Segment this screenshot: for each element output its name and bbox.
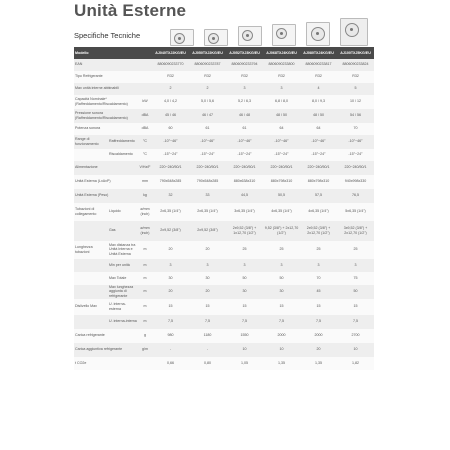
table-cell: 4x6,35 (1/4") bbox=[300, 203, 337, 221]
row-unit: kg bbox=[138, 189, 152, 203]
table-row bbox=[74, 71, 374, 83]
model-header: AJ100TXJ5KG/EU bbox=[337, 47, 374, 59]
row-unit: g bbox=[138, 329, 152, 343]
row-unit: mm bbox=[138, 175, 152, 189]
table-cell: 15 bbox=[189, 299, 226, 315]
row-label bbox=[74, 285, 108, 299]
table-cell: 3 bbox=[226, 83, 263, 95]
table-cell: 3 bbox=[300, 259, 337, 272]
table-cell: 8806090233817 bbox=[300, 59, 337, 71]
outdoor-unit-image bbox=[170, 29, 194, 46]
table-cell: 61 bbox=[189, 123, 226, 135]
row-unit bbox=[138, 83, 152, 95]
table-cell: 2 bbox=[189, 83, 226, 95]
table-cell: 64 bbox=[263, 123, 300, 135]
row-unit: V/Hz/F bbox=[138, 161, 152, 175]
table-cell: 64 bbox=[300, 123, 337, 135]
table-row bbox=[74, 299, 374, 315]
table-row bbox=[74, 109, 374, 123]
table-row bbox=[74, 83, 374, 95]
table-cell: 1180 bbox=[189, 329, 226, 343]
row-unit: ø/mm (inch) bbox=[138, 221, 152, 241]
table-cell: -10°~46° bbox=[189, 135, 226, 149]
table-cell: 220~240/50/1 bbox=[152, 161, 189, 175]
table-cell: 3 bbox=[189, 259, 226, 272]
header-label: Modello bbox=[74, 47, 152, 59]
row-label: Tubazioni di collegamento bbox=[74, 203, 108, 221]
table-cell: 1550 bbox=[226, 329, 263, 343]
table-cell: 48 / 50 bbox=[263, 109, 300, 123]
table-cell: 1,05 bbox=[226, 357, 263, 370]
table-cell: 15 bbox=[300, 299, 337, 315]
row-unit: g/m bbox=[138, 343, 152, 357]
table-cell: 7,5 bbox=[189, 315, 226, 329]
table-cell: 4 bbox=[300, 83, 337, 95]
table-cell: R32 bbox=[300, 71, 337, 83]
row-sublabel: Gas bbox=[108, 221, 138, 241]
table-cell: 20 bbox=[189, 241, 226, 259]
table-cell: 76,5 bbox=[337, 189, 374, 203]
table-cell: -15°~24° bbox=[152, 149, 189, 161]
outdoor-unit-image bbox=[340, 18, 368, 46]
table-row bbox=[74, 135, 374, 149]
table-cell: 7,5 bbox=[263, 315, 300, 329]
table-cell: 50 bbox=[263, 272, 300, 285]
row-sublabel: Max lunghezza aggiunta di refrigerante bbox=[108, 285, 138, 299]
row-unit: m bbox=[138, 241, 152, 259]
table-cell: 7,5 bbox=[152, 315, 189, 329]
table-cell: 7,5 bbox=[300, 315, 337, 329]
model-header: AJ040TXJ2KG/EU bbox=[152, 47, 189, 59]
table-cell: 2x9,52 (3/8") bbox=[189, 221, 226, 241]
table-cell: -15°~24° bbox=[263, 149, 300, 161]
fan-icon bbox=[208, 33, 219, 44]
table-cell: 880x798x310 bbox=[263, 175, 300, 189]
table-cell: 15 bbox=[152, 299, 189, 315]
table-cell: 1,35 bbox=[300, 357, 337, 370]
table-cell: 2x9,52 (3/8") + 1x12,70 (1/2") bbox=[226, 221, 263, 241]
table-cell: 2x9,52 (3/8") bbox=[152, 221, 189, 241]
table-cell: -10°~46° bbox=[337, 135, 374, 149]
model-header: AJ068TXJ4KG/EU bbox=[263, 47, 300, 59]
table-cell: R32 bbox=[337, 71, 374, 83]
spec-table bbox=[74, 47, 374, 370]
table-cell: 1,82 bbox=[337, 357, 374, 370]
table-cell: 1,35 bbox=[263, 357, 300, 370]
table-row bbox=[74, 149, 374, 161]
table-row bbox=[74, 241, 374, 259]
table-row bbox=[74, 221, 374, 241]
table-cell: -15°~24° bbox=[226, 149, 263, 161]
table-cell: 50,5 bbox=[263, 189, 300, 203]
table-cell: 10 bbox=[226, 343, 263, 357]
row-label: Range di funzionamento bbox=[74, 135, 108, 149]
table-cell: 7,5 bbox=[337, 315, 374, 329]
table-cell: 75 bbox=[337, 272, 374, 285]
table-cell: 4x6,35 (1/4") bbox=[263, 203, 300, 221]
table-cell: 5,0 / 5,6 bbox=[189, 95, 226, 109]
table-cell: 220~240/50/1 bbox=[337, 161, 374, 175]
row-sublabel: U. interna-esterna bbox=[108, 299, 138, 315]
table-cell: 3 bbox=[263, 259, 300, 272]
model-header: AJ080TXJ4KG/EU bbox=[300, 47, 337, 59]
table-cell: - bbox=[189, 343, 226, 357]
table-cell: 3 bbox=[152, 259, 189, 272]
table-cell: 220~240/50/1 bbox=[300, 161, 337, 175]
row-unit: m bbox=[138, 272, 152, 285]
table-header-row bbox=[74, 47, 374, 59]
table-cell: 48 / 50 bbox=[300, 109, 337, 123]
table-cell: 880x798x310 bbox=[300, 175, 337, 189]
table-cell: 8806090233824 bbox=[337, 59, 374, 71]
row-label: Tipo Refrigerante bbox=[74, 71, 138, 83]
table-cell: 5 bbox=[337, 83, 374, 95]
table-cell: 8806090233787 bbox=[189, 59, 226, 71]
row-label: Potenza sonora bbox=[74, 123, 138, 135]
table-row bbox=[74, 203, 374, 221]
table-row bbox=[74, 272, 374, 285]
table-cell: 25 bbox=[263, 241, 300, 259]
row-label: Capacità Nominale* (Raffreddamento/Riscaldamento) bbox=[74, 95, 138, 109]
row-unit: dBA bbox=[138, 123, 152, 135]
row-sublabel: Max Totale bbox=[108, 272, 138, 285]
table-cell: 5,2 / 6,3 bbox=[226, 95, 263, 109]
table-row bbox=[74, 343, 374, 357]
table-cell: 61 bbox=[226, 123, 263, 135]
table-cell: 50 bbox=[226, 272, 263, 285]
table-cell: 2000 bbox=[263, 329, 300, 343]
row-label: Max unità interne abbinabili bbox=[74, 83, 138, 95]
table-cell: 30 bbox=[189, 272, 226, 285]
table-cell: - bbox=[152, 343, 189, 357]
table-cell: 20 bbox=[300, 343, 337, 357]
table-cell: 0,80 bbox=[189, 357, 226, 370]
table-cell: 33 bbox=[189, 189, 226, 203]
table-cell: 220~240/50/1 bbox=[189, 161, 226, 175]
table-cell: 3 bbox=[263, 83, 300, 95]
table-row bbox=[74, 315, 374, 329]
table-cell: 10 bbox=[263, 343, 300, 357]
table-cell: 940x998x330 bbox=[337, 175, 374, 189]
model-header: AJ052TXJ3KG/EU bbox=[226, 47, 263, 59]
table-cell: 7,5 bbox=[226, 315, 263, 329]
row-unit: m bbox=[138, 299, 152, 315]
table-cell: 25 bbox=[300, 241, 337, 259]
table-cell: 32 bbox=[152, 189, 189, 203]
table-cell: 20 bbox=[189, 285, 226, 299]
fan-icon bbox=[276, 28, 287, 39]
row-unit: °C bbox=[138, 149, 152, 161]
table-cell: 220~240/50/1 bbox=[263, 161, 300, 175]
table-cell: 9,52 (3/8") + 2x12,70 (1/2") bbox=[263, 221, 300, 241]
section-subtitle: Specifiche Tecniche bbox=[74, 31, 141, 40]
row-unit: ø/mm (inch) bbox=[138, 203, 152, 221]
table-cell: 30 bbox=[226, 285, 263, 299]
table-cell: 45 bbox=[300, 285, 337, 299]
row-sublabel: U. interna-interna bbox=[108, 315, 138, 329]
table-row bbox=[74, 161, 374, 175]
table-cell: 44,5 bbox=[226, 189, 263, 203]
fan-icon bbox=[345, 23, 359, 37]
row-sublabel: Riscaldamento bbox=[108, 149, 138, 161]
table-cell: -15°~24° bbox=[300, 149, 337, 161]
row-label: Dislivello Max bbox=[74, 299, 108, 315]
table-cell: 2700 bbox=[337, 329, 374, 343]
row-unit: °C bbox=[138, 135, 152, 149]
row-sublabel: Min per unità bbox=[108, 259, 138, 272]
table-row bbox=[74, 123, 374, 135]
row-label: Carica aggiuntiva refrigerante bbox=[74, 343, 138, 357]
table-row bbox=[74, 59, 374, 71]
table-cell: 2x9,52 (3/8") + 2x12,70 (1/2") bbox=[300, 221, 337, 241]
table-cell: 4,0 / 4,2 bbox=[152, 95, 189, 109]
outdoor-unit-image bbox=[306, 22, 330, 46]
row-label: t CO2e bbox=[74, 357, 138, 370]
row-label bbox=[74, 221, 108, 241]
table-cell: 8806090233800 bbox=[263, 59, 300, 71]
table-cell: 3 bbox=[337, 259, 374, 272]
table-cell: -10°~46° bbox=[152, 135, 189, 149]
row-label: Unità Esterna (LxAxP) bbox=[74, 175, 138, 189]
row-label bbox=[74, 259, 108, 272]
row-label bbox=[74, 315, 108, 329]
page-title: Unità Esterne bbox=[74, 1, 187, 20]
table-cell: R32 bbox=[226, 71, 263, 83]
table-cell: 70 bbox=[337, 123, 374, 135]
table-cell: R32 bbox=[189, 71, 226, 83]
table-cell: 46 / 48 bbox=[226, 109, 263, 123]
table-cell: 980 bbox=[152, 329, 189, 343]
table-cell: 5x6,35 (1/4") bbox=[337, 203, 374, 221]
fan-icon bbox=[242, 30, 253, 41]
table-cell: 10 / 12 bbox=[337, 95, 374, 109]
table-cell: 15 bbox=[263, 299, 300, 315]
table-cell: 3x6,35 (1/4") bbox=[226, 203, 263, 221]
table-cell: 20 bbox=[152, 241, 189, 259]
table-cell: -15°~24° bbox=[189, 149, 226, 161]
table-cell: 30 bbox=[263, 285, 300, 299]
row-label: Alimentazione bbox=[74, 161, 138, 175]
table-cell: 790x548x285 bbox=[152, 175, 189, 189]
table-cell: 46 / 47 bbox=[189, 109, 226, 123]
table-cell: 790x548x285 bbox=[189, 175, 226, 189]
table-cell: 2 bbox=[152, 83, 189, 95]
table-cell: 6,8 / 8,0 bbox=[263, 95, 300, 109]
table-cell: -15°~24° bbox=[337, 149, 374, 161]
row-unit: kW bbox=[138, 95, 152, 109]
fan-icon bbox=[174, 33, 185, 44]
row-label: Lunghezza tubazioni bbox=[74, 241, 108, 259]
row-label bbox=[74, 149, 108, 161]
table-cell: 10 bbox=[337, 343, 374, 357]
table-cell: 30 bbox=[152, 272, 189, 285]
row-unit: m bbox=[138, 285, 152, 299]
table-row bbox=[74, 175, 374, 189]
table-cell: -10°~46° bbox=[263, 135, 300, 149]
row-unit bbox=[138, 357, 152, 370]
table-cell: 25 bbox=[337, 241, 374, 259]
row-label: EAN bbox=[74, 59, 138, 71]
table-cell: -10°~46° bbox=[300, 135, 337, 149]
table-row bbox=[74, 357, 374, 370]
outdoor-unit-image bbox=[272, 24, 296, 46]
table-row bbox=[74, 329, 374, 343]
outdoor-unit-image bbox=[238, 26, 262, 46]
table-cell: 54 / 56 bbox=[337, 109, 374, 123]
table-cell: 8806090233770 bbox=[152, 59, 189, 71]
table-cell: 2000 bbox=[300, 329, 337, 343]
table-cell: 3 bbox=[226, 259, 263, 272]
row-unit: m bbox=[138, 259, 152, 272]
table-cell: 2x6,35 (1/4") bbox=[152, 203, 189, 221]
table-cell: 8806090233794 bbox=[226, 59, 263, 71]
table-row bbox=[74, 259, 374, 272]
row-unit bbox=[138, 59, 152, 71]
table-row bbox=[74, 285, 374, 299]
fan-icon bbox=[311, 27, 325, 41]
row-label bbox=[74, 272, 108, 285]
table-cell: 70 bbox=[300, 272, 337, 285]
row-unit bbox=[138, 71, 152, 83]
row-sublabel: Liquido bbox=[108, 203, 138, 221]
row-label: Carica refrigerante bbox=[74, 329, 138, 343]
table-cell: 15 bbox=[337, 299, 374, 315]
table-cell: 45 / 46 bbox=[152, 109, 189, 123]
table-cell: 60 bbox=[152, 123, 189, 135]
table-cell: 50 bbox=[337, 285, 374, 299]
outdoor-unit-images bbox=[168, 20, 374, 46]
row-sublabel: Raffreddamento bbox=[108, 135, 138, 149]
table-cell: 220~240/50/1 bbox=[226, 161, 263, 175]
table-cell: R32 bbox=[263, 71, 300, 83]
outdoor-unit-image bbox=[204, 29, 228, 46]
table-cell: 880x638x310 bbox=[226, 175, 263, 189]
table-cell: 3x9,52 (3/8") + 2x12,70 (1/2") bbox=[337, 221, 374, 241]
table-cell: 20 bbox=[152, 285, 189, 299]
row-label: Pressione sonora (Raffreddamento/Riscaldamento) bbox=[74, 109, 138, 123]
table-cell: 2x6,35 (1/4") bbox=[189, 203, 226, 221]
table-cell: -10°~46° bbox=[226, 135, 263, 149]
table-row bbox=[74, 189, 374, 203]
row-unit: dBA bbox=[138, 109, 152, 123]
table-cell: 8,0 / 9,3 bbox=[300, 95, 337, 109]
row-unit: m bbox=[138, 315, 152, 329]
row-sublabel: Max distanza tra Unità Interna e Unità Esterna bbox=[108, 241, 138, 259]
model-header: AJ050TXJ2KG/EU bbox=[189, 47, 226, 59]
table-cell: R32 bbox=[152, 71, 189, 83]
table-cell: 25 bbox=[226, 241, 263, 259]
row-label: Unità Esterna (Peso) bbox=[74, 189, 138, 203]
table-cell: 0,66 bbox=[152, 357, 189, 370]
table-cell: 57,5 bbox=[300, 189, 337, 203]
table-row bbox=[74, 95, 374, 109]
table-cell: 15 bbox=[226, 299, 263, 315]
